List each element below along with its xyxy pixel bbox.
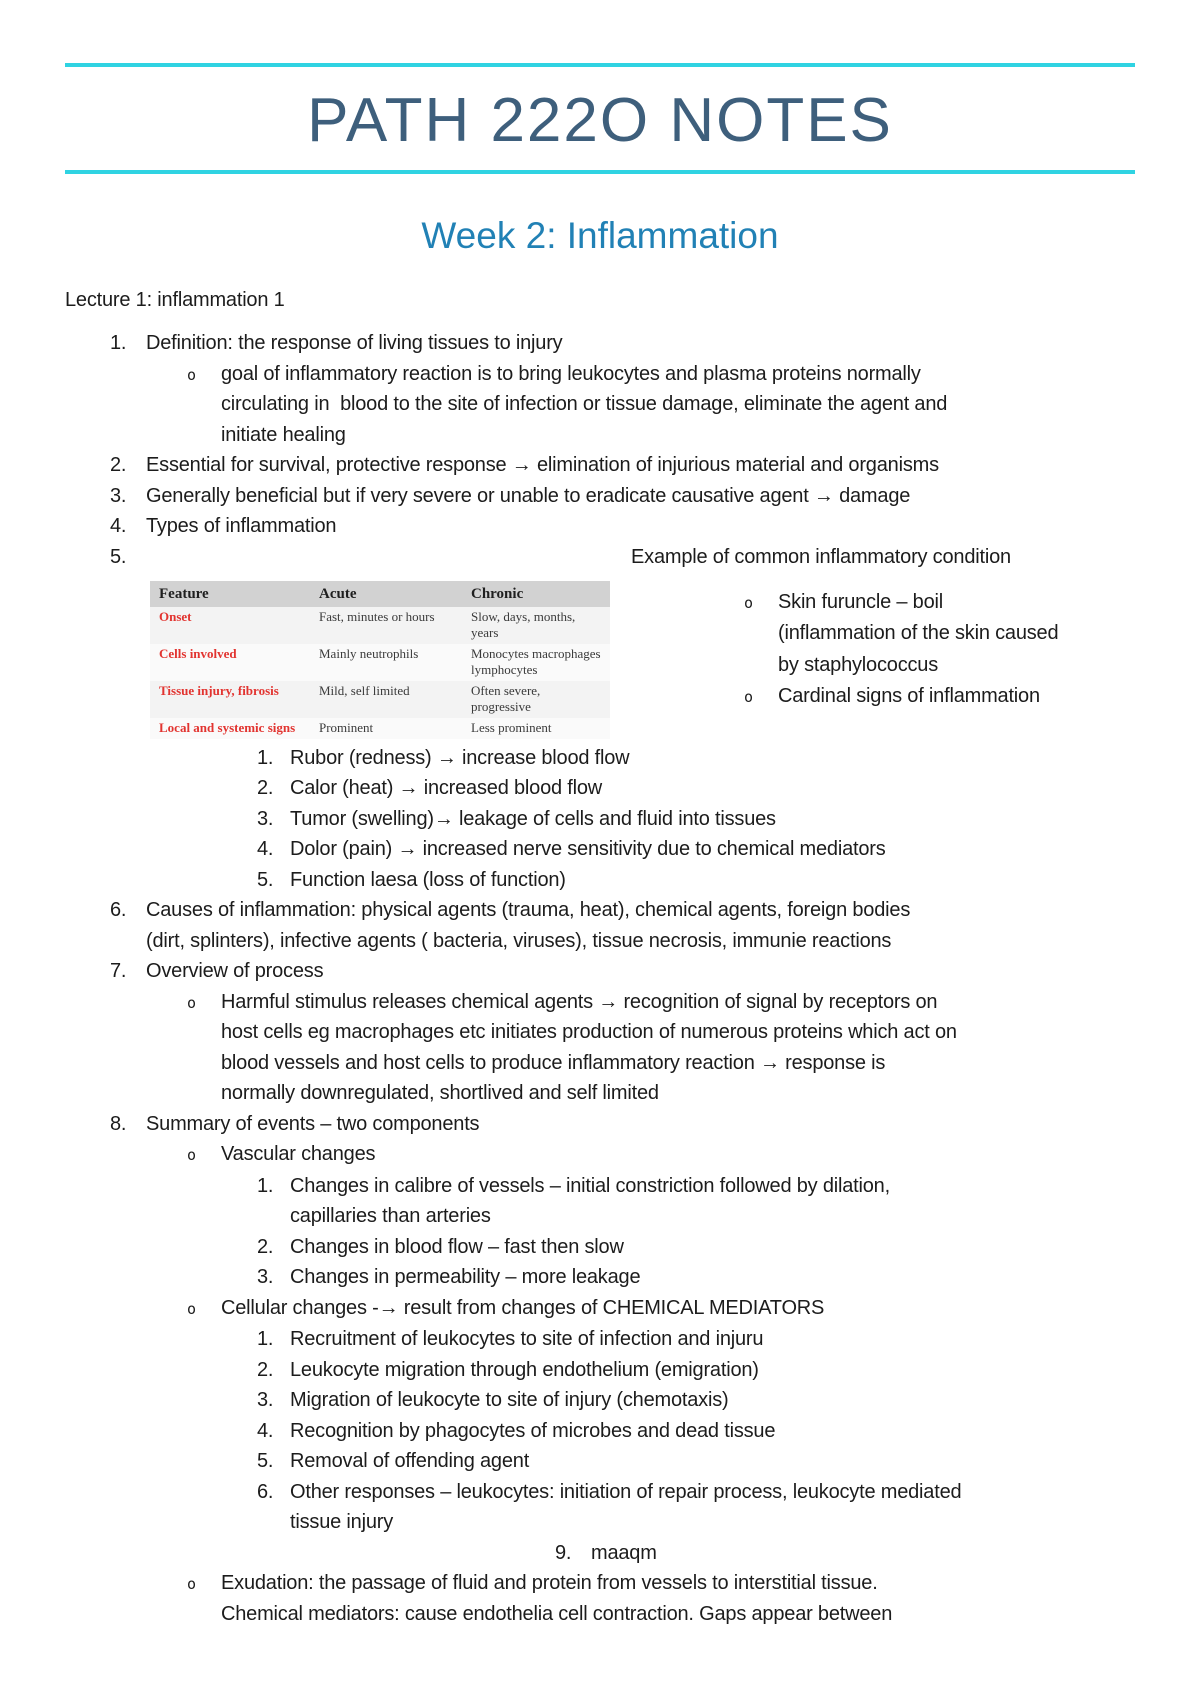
list-marker: 4. <box>257 1419 274 1442</box>
example-text: by staphylococcus <box>778 653 939 676</box>
list-marker: 1. <box>110 332 127 354</box>
list-marker: 2. <box>110 454 127 476</box>
divider-under-title <box>65 170 1135 174</box>
list-row <box>65 1262 1135 1293</box>
table-cell-feature: Cells involved <box>150 644 310 681</box>
o-bullet: o <box>187 1146 196 1164</box>
list-text: Calor (heat) → increased blood flow <box>290 777 603 799</box>
week-heading: Week 2: Inflammation <box>421 215 779 256</box>
list-marker: 4. <box>257 838 274 860</box>
list-text: blood vessels and host cells to produce inflammatory reaction → response is <box>221 1051 886 1074</box>
list-text: Causes of inflammation: physical agents (trauma, heat), chemical agents, foreign bodies <box>146 899 911 921</box>
list-row <box>65 895 1135 956</box>
table-header-acute: Acute <box>310 581 462 607</box>
list-text: Vascular changes <box>221 1143 376 1165</box>
list-text: Dolor (pain) → increased nerve sensitivity due to chemical mediators <box>290 838 886 860</box>
list-marker: 6. <box>257 1480 274 1503</box>
list-row <box>65 1355 1135 1386</box>
list-text: Definition: the response of living tissues to injury <box>146 332 563 354</box>
list-text: Recruitment of leukocytes to site of infection and injuru <box>290 1328 764 1350</box>
list-row <box>65 1232 1135 1263</box>
list-text: Cellular changes -→ result from changes of CHEMICAL MEDIATORS <box>221 1296 825 1319</box>
list-row <box>65 450 1135 481</box>
list-text: host cells eg macrophages etc initiates production of numerous proteins which act on <box>221 1021 957 1043</box>
list-text: Tumor (swelling)→ leakage of cells and fluid into tissues <box>290 807 776 830</box>
notes-list <box>65 328 1135 1629</box>
list-row <box>65 834 1135 865</box>
list-row <box>65 1139 1135 1171</box>
table-cell-chronic: Less prominent <box>462 718 610 739</box>
list-marker: 9. <box>555 1541 572 1564</box>
list-marker: 1. <box>257 746 274 769</box>
lecture-heading: Lecture 1: inflammation 1 <box>65 289 285 311</box>
list-text: Types of inflammation <box>146 515 337 537</box>
list-text: Changes in calibre of vessels – initial constriction followed by dilation, <box>290 1174 890 1197</box>
example-heading: Example of common inflammatory condition <box>631 545 1011 568</box>
list-marker: 5. <box>257 1450 274 1472</box>
list-marker: 4. <box>110 515 127 537</box>
list-text: Recognition by phagocytes of microbes and dead tissue <box>290 1419 776 1442</box>
table-header-chronic: Chronic <box>462 581 610 607</box>
table-cell-feature: Onset <box>150 607 310 644</box>
list-row <box>65 987 1135 1109</box>
page-title: PATH 222O NOTES <box>307 86 893 155</box>
list-marker: 1. <box>257 1328 274 1350</box>
list-marker: 1. <box>257 1174 274 1197</box>
table-cell-feature: Tissue injury, fibrosis <box>150 681 310 718</box>
list-marker: 3. <box>257 807 274 830</box>
list-text: Removal of offending agent <box>290 1450 530 1472</box>
list-row <box>65 1568 1135 1629</box>
list-text: Summary of events – two components <box>146 1112 480 1135</box>
list-row <box>65 865 1135 896</box>
list-marker: 2. <box>257 1358 274 1381</box>
list-text: Changes in permeability – more leakage <box>290 1266 641 1288</box>
list-row <box>65 1477 1135 1538</box>
table-cell-chronic: Slow, days, months, years <box>462 607 610 644</box>
example-column <box>631 581 1131 714</box>
list-row <box>65 481 1135 512</box>
list-text: Harmful stimulus releases chemical agents → recognition of signal by receptors on <box>221 990 938 1013</box>
list-text: maaqm <box>591 1541 657 1564</box>
list-row <box>65 1416 1135 1447</box>
list-row-item5 <box>65 542 1135 573</box>
list-marker: 2. <box>257 1235 274 1258</box>
list-row <box>65 359 1135 451</box>
example-text: (inflammation of the skin caused <box>778 622 1059 644</box>
list-row <box>65 1446 1135 1477</box>
list-row <box>65 1385 1135 1416</box>
list-text: Other responses – leukocytes: initiation of repair process, leukocyte mediated <box>290 1480 962 1503</box>
list-marker: 2. <box>257 777 274 799</box>
list-text: Leukocyte migration through endothelium (emigration) <box>290 1358 759 1381</box>
list-text: Function laesa (loss of function) <box>290 868 566 891</box>
o-bullet: o <box>744 688 753 706</box>
table-cell-acute: Prominent <box>310 718 462 739</box>
table-row <box>150 718 610 739</box>
list-row <box>65 1171 1135 1232</box>
list-row <box>65 804 1135 835</box>
list-text: initiate healing <box>221 423 346 446</box>
table-cell-acute: Mainly neutrophils <box>310 644 462 681</box>
list-marker: 5. <box>110 545 127 568</box>
list-text: circulating in blood to the site of infection or tissue damage, eliminate the agent and <box>221 393 948 415</box>
list-row <box>65 773 1135 804</box>
list-text: Generally beneficial but if very severe or unable to eradicate causative agent → damage <box>146 484 911 507</box>
list-text: tissue injury <box>290 1511 393 1533</box>
o-bullet: o <box>187 1299 196 1318</box>
list-row <box>65 328 1135 359</box>
list-text: Changes in blood flow – fast then slow <box>290 1235 624 1258</box>
table-cell-acute: Mild, self limited <box>310 681 462 718</box>
list-row <box>65 743 1135 774</box>
list-text: (dirt, splinters), infective agents ( bacteria, viruses), tissue necrosis, immunie reactions <box>146 929 892 952</box>
list-text: normally downregulated, shortlived and self limited <box>221 1082 659 1104</box>
list-row <box>65 1293 1135 1325</box>
list-text: Chemical mediators: cause endothelia cell contraction. Gaps appear between <box>221 1602 893 1625</box>
acute-chronic-comparison-table <box>150 581 610 739</box>
list-row <box>65 1109 1135 1140</box>
table-cell-chronic: Monocytes macrophages lymphocytes <box>462 644 610 681</box>
o-bullet: o <box>187 993 196 1012</box>
list-row <box>65 511 1135 542</box>
o-bullet: o <box>187 365 196 384</box>
list-text: Exudation: the passage of fluid and protein from vessels to interstitial tissue. <box>221 1572 878 1594</box>
list-row <box>65 1538 1135 1569</box>
list-row <box>65 956 1135 987</box>
list-marker: 6. <box>110 899 127 921</box>
list-marker: 3. <box>257 1266 274 1288</box>
table-row <box>150 644 610 681</box>
table-header-feature: Feature <box>150 581 310 607</box>
list-marker: 8. <box>110 1112 127 1135</box>
example-text: Cardinal signs of inflammation <box>778 685 1040 707</box>
o-bullet: o <box>744 593 753 612</box>
table-cell-feature: Local and systemic signs <box>150 718 310 739</box>
list-text: Rubor (redness) → increase blood flow <box>290 746 630 769</box>
table-and-example-block <box>150 581 1135 739</box>
table-cell-acute: Fast, minutes or hours <box>310 607 462 644</box>
list-text: Overview of process <box>146 960 324 982</box>
list-marker: 5. <box>257 868 274 891</box>
o-bullet: o <box>187 1575 196 1593</box>
example-text: Skin furuncle – boil <box>778 590 943 613</box>
list-text: Essential for survival, protective response → elimination of injurious material and organisms <box>146 454 939 476</box>
table-row <box>150 607 610 644</box>
table-row <box>150 681 610 718</box>
example-bullet <box>631 587 1131 682</box>
list-row <box>65 1324 1135 1355</box>
list-text: capillaries than arteries <box>290 1205 491 1227</box>
list-marker: 3. <box>110 484 127 507</box>
inflammation-table-wrap <box>150 581 610 739</box>
list-text: Migration of leukocyte to site of injury (chemotaxis) <box>290 1389 729 1411</box>
divider-top <box>65 63 1135 67</box>
table-cell-chronic: Often severe, progressive <box>462 681 610 718</box>
list-marker: 3. <box>257 1389 274 1411</box>
list-text: goal of inflammatory reaction is to bring leukocytes and plasma proteins normally <box>221 362 921 385</box>
example-bullet <box>631 681 1131 714</box>
list-marker: 7. <box>110 960 127 982</box>
